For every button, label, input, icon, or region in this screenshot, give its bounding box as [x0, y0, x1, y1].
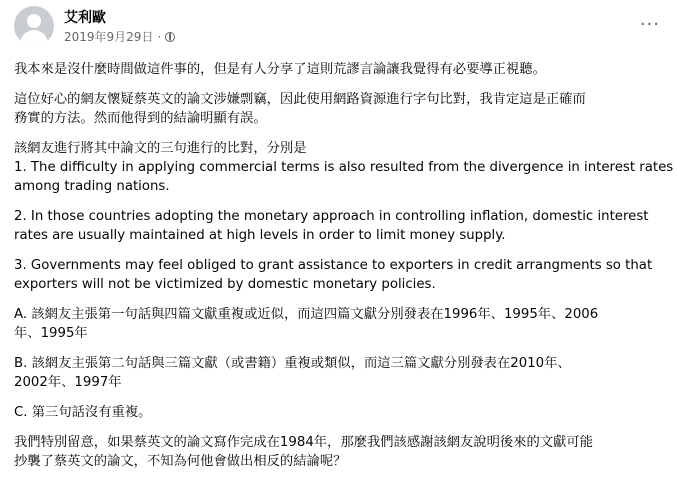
text-line: 1. The difficulty in applying commercial terms is also resulted from the divergence in interest rates: [14, 160, 674, 175]
post-paragraph-1: [14, 60, 654, 79]
post-paragraph-5: [14, 256, 654, 294]
post-body: [14, 60, 674, 482]
avatar[interactable]: [14, 6, 54, 46]
text-line: 這位好心的網友懷疑蔡英文的論文涉嫌剽竊，因此使用網路資源進行字句比對，我肯定這是正確而: [14, 92, 586, 107]
post-paragraph-2: [14, 90, 654, 128]
post-paragraph-9: [14, 433, 654, 471]
post-date[interactable]: 2019年9月29日: [64, 30, 154, 44]
text-line: exporters will not be victimized by domestic monetary policies.: [14, 277, 436, 292]
text-line: 我們特別留意，如果蔡英文的論文寫作完成在1984年，那麼我們該感謝該網友說明後來的文獻可能: [14, 435, 594, 450]
text-line: among trading nations.: [14, 179, 170, 194]
text-line: 該網友進行將其中論文的三句進行的比對，分別是: [14, 141, 307, 156]
post-header: [14, 6, 660, 50]
globe-icon[interactable]: [165, 32, 175, 42]
post-paragraph-4: [14, 207, 654, 245]
text-line: 2002年、1997年: [14, 375, 122, 390]
text-line: B. 該網友主張第二句話與三篇文獻（或書籍）重複或類似，而這三篇文獻分別發表在2010年、: [14, 356, 571, 371]
text-line: 2. In those countries adopting the monetary approach in controlling inflation, domestic interest: [14, 209, 649, 224]
post-meta: [64, 28, 175, 45]
post-paragraph-7: [14, 354, 654, 392]
text-line: 年、1995年: [14, 326, 88, 341]
text-line: 我本來是沒什麼時間做這件事的，但是有人分享了這則荒謬言論讓我覺得有必要導正視聽。: [14, 62, 546, 77]
text-line: 3. Governments may feel obliged to grant assistance to exporters in credit arrangments so that: [14, 258, 653, 273]
avatar-head-shape: [27, 14, 41, 28]
author-name[interactable]: 艾利歐: [64, 10, 106, 26]
text-line: A. 該網友主張第一句話與四篇文獻重複或近似，而這四篇文獻分別發表在1996年、1995年、2006: [14, 307, 599, 322]
more-options-button[interactable]: ···: [639, 14, 660, 35]
text-line: rates are usually maintained at high levels in order to limit money supply.: [14, 228, 506, 243]
post-paragraph-6: [14, 305, 654, 343]
text-line: 抄襲了蔡英文的論文，不知為何他會做出相反的結論呢？: [14, 454, 347, 469]
meta-separator: ·: [157, 29, 162, 44]
text-line: C. 第三句話沒有重複。: [14, 405, 152, 420]
post-paragraph-8: [14, 403, 654, 422]
avatar-shoulders-shape: [20, 30, 48, 46]
post-paragraph-3: [14, 139, 674, 196]
text-line: 務實的方法。然而他得到的結論明顯有誤。: [14, 111, 267, 126]
